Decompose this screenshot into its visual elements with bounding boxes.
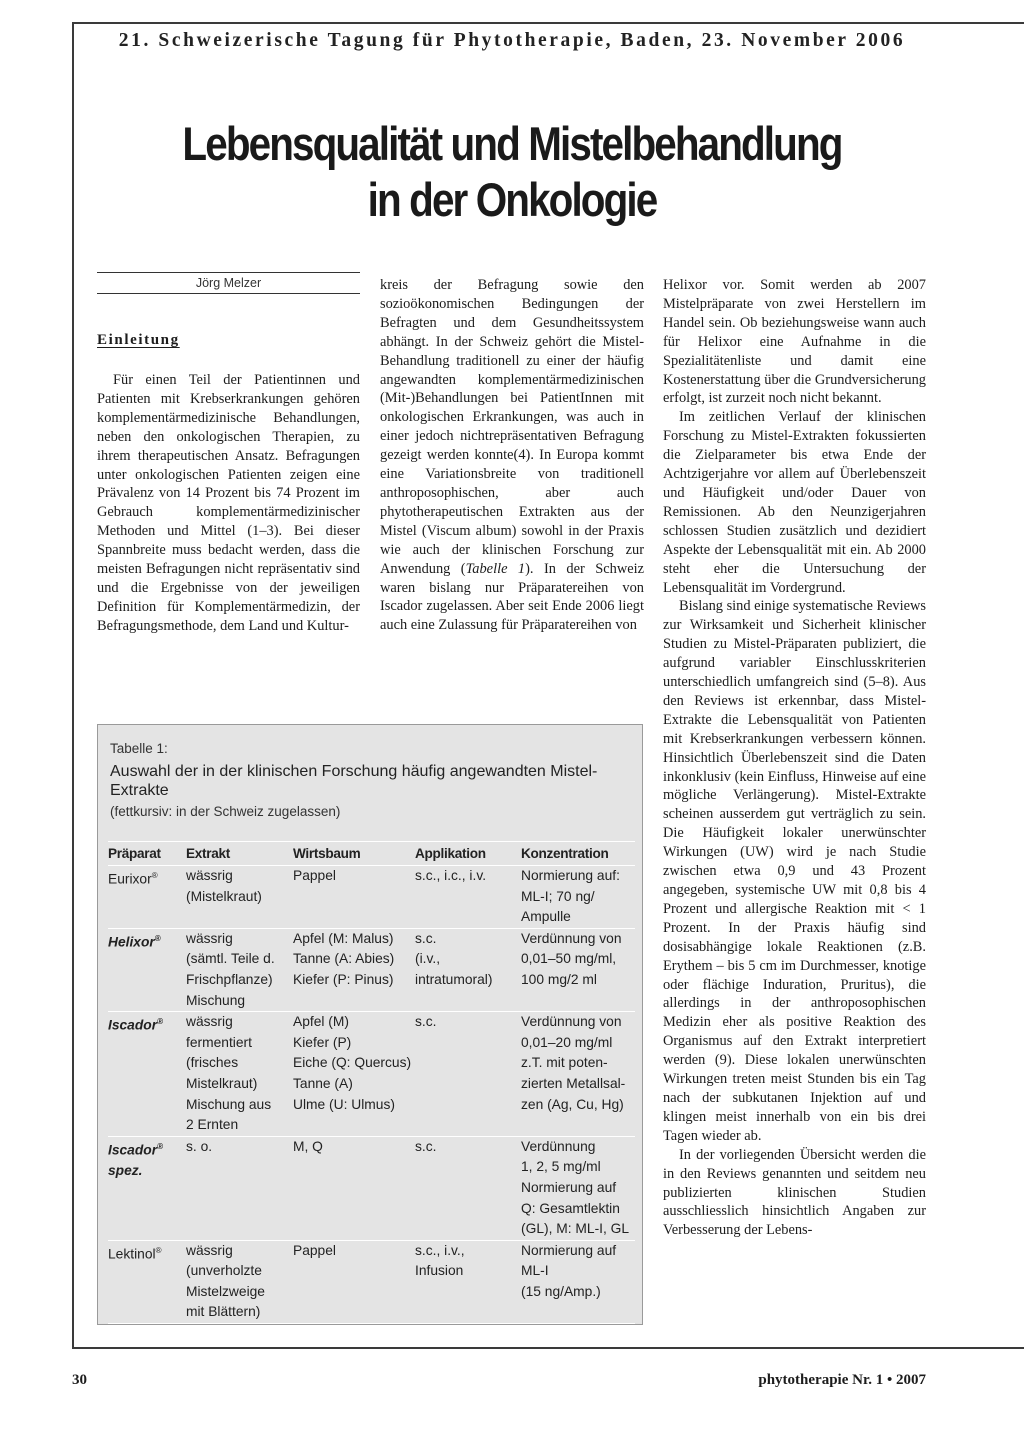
cell-extrakt xyxy=(186,1136,293,1240)
cell-line: spez. xyxy=(108,1162,143,1178)
title-line-2: in der Onkologie xyxy=(367,173,657,226)
cell-line: Verdünnung von xyxy=(521,930,622,946)
cell-line: Iscador® xyxy=(108,1141,163,1158)
author-byline: Jörg Melzer xyxy=(97,272,360,294)
cell-line: s.c. xyxy=(415,930,437,946)
registered-mark: ® xyxy=(155,1245,162,1255)
cell-line: Mischung xyxy=(186,992,246,1008)
cell-line: M, Q xyxy=(293,1138,323,1154)
cell-praeparat xyxy=(108,1240,186,1323)
column-header: Extrakt xyxy=(186,842,293,866)
paragraph: Bislang sind einige systematische Reviews zur Wirksamkeit und Sicherheit klinischer Studien zu Mistel-Präparaten publiziert, die aufgrund variabler Einschlusskriterien unterschiedlich umfangreich sind (5–8). Aus den Reviews ist erkennbar, dass Mistel-Extrakte die Lebensqualität von Patienten mit Krebserkrankungen verbessern können. Hinsichtlich Überlebenszeit sind die Daten inkonklusiv (kein Einfluss, Hinweise auf eine mögliche Verlängerung). Mistel-Extrakte scheinen ausserdem gut verträglich zu sein. Die Häufigkeit lokaler unerwünschter Wirkungen (UW) wird je nach Studie zwischen etwa 0,9 und 43 Prozent angegeben, systemische UW mit 0,8 bis 4 Prozent und allergische Reaktion mit < 1 Prozent. In der Praxis häufig sind dosisabhängige lokale Reaktionen (z.B. Erythem – bis 5 cm im Durchmesser, knotige oder flächige Induration, Pruritus), die allerdings in der anthroposophischen Medizin eher als positive Reaktion des Organismus auf den Extrakt interpretiert werden (9). Diese lokalen unerwünschten Wirkungen treten meist Stunden bis ein Tag nach der subkutanen Injektion auf und klingen meist innerhalb von ein bis drei Tagen wieder ab. xyxy=(663,598,927,1144)
table-label: Tabelle 1: xyxy=(110,741,168,756)
cell-line: Q: Gesamtlektin xyxy=(521,1200,620,1216)
cell-applikation xyxy=(415,1136,521,1240)
text-column-3 xyxy=(663,276,926,1240)
paragraph-text: ). In der Schweiz waren bislang nur Präparatereihen von Iscador zugelassen. Aber seit Ende 2006 liegt auch eine Zulassung für Präparatereihen von xyxy=(380,560,645,634)
cell-line: intratumoral) xyxy=(415,971,493,987)
table-header-row xyxy=(108,842,635,866)
cell-line: Eiche (Q: Quercus) xyxy=(293,1055,412,1071)
cell-praeparat xyxy=(108,1012,186,1137)
cell-line: wässrig xyxy=(186,1242,233,1258)
cell-line: s. o. xyxy=(186,1138,213,1154)
cell-line: ML-I xyxy=(521,1263,549,1279)
paragraph: Im zeitlichen Verlauf der klinischen Forschung zu Mistel-Extrakten fokussierten die Zielparameter bis etwa Ende der Achtzigerjahre vor allem auf Überlebenszeit und Häufigkeit und/oder Dauer von Remissionen. Ab den Neunzigerjahren schlossen Studien zusätzlich und dezidiert Aspekte der Lebensqualität mit ein. Ab 2000 steht eher die Untersuchung der Lebensqualität im Vordergrund. xyxy=(663,409,926,596)
cell-wirtsbaum xyxy=(293,1136,415,1240)
table-1-box xyxy=(97,724,643,1325)
cell-line: Eurixor® xyxy=(108,871,158,887)
cell-extrakt xyxy=(186,866,293,929)
conference-header: 21. Schweizerische Tagung für Phytotherapie, Baden, 23. November 2006 xyxy=(118,30,906,51)
cell-line: Pappel xyxy=(293,868,336,883)
cell-line: mit Blättern) xyxy=(186,1304,261,1320)
cell-line: Pappel xyxy=(293,1242,336,1258)
cell-konzentration xyxy=(521,928,635,1011)
text-column-1 xyxy=(97,371,360,636)
table-body xyxy=(108,866,635,1324)
cell-konzentration xyxy=(521,1240,635,1323)
cell-line: 2 Ernten xyxy=(186,1117,239,1133)
cell-line: zen (Ag, Cu, Hg) xyxy=(521,1096,624,1112)
cell-line: Helixor® xyxy=(108,933,161,950)
cell-extrakt xyxy=(186,928,293,1011)
cell-line: Verdünnung von xyxy=(521,1014,622,1030)
cell-line: Kiefer (P: Pinus) xyxy=(293,971,394,987)
table-row xyxy=(108,866,635,929)
cell-line: Mischung aus xyxy=(186,1096,272,1112)
mistletoe-extracts-table xyxy=(108,841,635,1324)
cell-line: 0,01–20 mg/ml xyxy=(521,1034,613,1050)
cell-line: (Mistelkraut) xyxy=(186,888,262,904)
cell-line: Kiefer (P) xyxy=(293,1034,352,1050)
cell-line: Normierung auf xyxy=(521,1179,617,1195)
cell-line: s.c., i.c., i.v. xyxy=(415,868,487,883)
column-header: Konzentration xyxy=(521,842,635,866)
cell-line: (unverholzte xyxy=(186,1263,262,1279)
table-caption: Auswahl der in der klinischen Forschung häufig angewandten Mistel-Extrakte xyxy=(110,763,598,799)
cell-line: s.c. xyxy=(415,1014,437,1030)
cell-applikation xyxy=(415,1240,521,1323)
paragraph: In der vorliegenden Übersicht werden die in den Reviews genannten und seitdem neu publizierten klinischen Studien ausschliesslich hinsichtlich Angaben zur Verbesserung der Lebens- xyxy=(663,1146,926,1239)
cell-applikation xyxy=(415,928,521,1011)
column-header: Wirtsbaum xyxy=(293,842,415,866)
cell-line: Normierung auf xyxy=(521,1242,617,1258)
cell-applikation xyxy=(415,866,521,929)
cell-extrakt xyxy=(186,1240,293,1323)
cell-line: 1, 2, 5 mg/ml xyxy=(521,1159,601,1175)
cell-applikation xyxy=(415,1012,521,1137)
paragraph: Für einen Teil der Patientinnen und Patienten mit Krebserkrankungen gehören komplementärmedizinische Behandlungen, neben den onkologischen Therapien, zu ihrem therapeutischen Ansatz. Befragungen unter onkologischen Patienten zeigen eine Prävalenz von 14 Prozent bis 74 Prozent im Gebrauch komplementärmedizinischer Methoden und Mittel (1–3). Bei dieser Spannbreite muss bedacht werden, dass die meisten Befragungen nicht repräsentativ sind und die Ergebnisse von der jeweiligen Definition für Komplementärmedizin, der Befragungsmethode, dem Land und Kultur- xyxy=(97,372,360,634)
cell-line: Frischpflanze) xyxy=(186,971,273,987)
cell-line: 100 mg/2 ml xyxy=(521,971,597,987)
page-number: 30 xyxy=(72,1372,87,1388)
registered-mark: ® xyxy=(154,933,161,943)
cell-line: wässrig xyxy=(186,868,233,883)
cell-line: Tanne (A: Abies) xyxy=(293,951,395,967)
text-column-2 xyxy=(380,276,644,635)
table-row xyxy=(108,1012,635,1137)
table-row xyxy=(108,1240,635,1323)
cell-line: fermentiert xyxy=(186,1034,252,1050)
registered-mark: ® xyxy=(157,1017,163,1027)
cell-praeparat xyxy=(108,928,186,1011)
cell-konzentration xyxy=(521,1012,635,1137)
cell-praeparat xyxy=(108,1136,186,1240)
cell-praeparat xyxy=(108,866,186,929)
registered-mark: ® xyxy=(157,1141,163,1151)
cell-line: s.c. xyxy=(415,1138,437,1154)
cell-line: z.T. mit poten- xyxy=(521,1055,608,1071)
cell-extrakt xyxy=(186,1012,293,1137)
cell-line: Infusion xyxy=(415,1263,464,1279)
cell-line: (GL), M: ML-I, GL xyxy=(521,1221,630,1237)
cell-konzentration xyxy=(521,1136,635,1240)
cell-line: wässrig xyxy=(186,1014,233,1030)
cell-wirtsbaum xyxy=(293,928,415,1011)
column-header: Applikation xyxy=(415,842,521,866)
cell-line: (15 ng/Amp.) xyxy=(521,1283,601,1299)
cell-line: Normierung auf: xyxy=(521,868,620,883)
paragraph xyxy=(380,276,644,635)
cell-line: Iscador® xyxy=(108,1017,163,1033)
cell-line: wässrig xyxy=(186,930,233,946)
cell-line: Mistelzweige xyxy=(186,1283,265,1299)
title-line-1: Lebensqualität und Mistelbehandlung xyxy=(182,117,842,170)
cell-line: (i.v., xyxy=(415,951,441,967)
cell-line: s.c., i.v., xyxy=(415,1242,465,1258)
cell-line: (sämtl. Teile d. xyxy=(186,951,275,967)
cell-line: Mistelkraut) xyxy=(186,1075,258,1091)
cell-wirtsbaum xyxy=(293,866,415,929)
cell-line: Lektinol® xyxy=(108,1245,162,1262)
cell-line: zierten Metallsal- xyxy=(521,1075,626,1091)
cell-line: Verdünnung xyxy=(521,1138,596,1154)
column-header: Präparat xyxy=(108,842,186,866)
section-heading: Einleitung xyxy=(97,332,180,348)
cell-line: (frisches xyxy=(186,1055,239,1071)
paragraph: Helixor vor. Somit werden ab 2007 Mistelpräparate von zwei Herstellern im Handel sein. Ob beziehungsweise wann auch für Helixor eine Aufnahme in die Spezialitätenliste und damit eine Kostenerstattung über die Grundversicherung erfolgt, ist zurzeit noch nicht bekannt. xyxy=(663,277,926,407)
table-note: (fettkursiv: in der Schweiz zugelassen) xyxy=(110,804,341,819)
table-row xyxy=(108,1136,635,1240)
registered-mark: ® xyxy=(151,871,158,880)
cell-wirtsbaum xyxy=(293,1240,415,1323)
cell-line: Apfel (M: Malus) xyxy=(293,930,394,946)
article-title xyxy=(135,116,888,228)
cell-line: Ampulle xyxy=(521,909,571,925)
table-reference: Tabelle 1 xyxy=(465,560,526,577)
cell-line: Ulme (U: Ulmus) xyxy=(293,1096,395,1112)
cell-konzentration xyxy=(521,866,635,929)
journal-issue: phytotherapie Nr. 1 • 2007 xyxy=(758,1372,926,1388)
table-row xyxy=(108,928,635,1011)
cell-line: Apfel (M) xyxy=(293,1014,349,1030)
cell-line: 0,01–50 mg/ml, xyxy=(521,951,617,967)
cell-wirtsbaum xyxy=(293,1012,415,1137)
paragraph-text: kreis der Befragung sowie den sozioökonomischen Bedingungen der Befragten und dem Gesundheitssystem abhängt. In der Schweiz gehört die Mistel-Behandlung traditionell zu einer der häufig angewandten komplementärmedizinischen (Mit-)Behandlungen bei PatientInnen mit onkologischen Erkrankungen, was auch in einer jedoch nichtrepräsentativen Befragung gezeigt werden konnte(4). In Europa kommt eine Variationsbreite von traditionell anthroposophischen, aber auch phytotherapeutischen Extrakten aus der Mistel (Viscum album) sowohl in der Praxis wie auch der klinischen Forschung zur Anwendung ( xyxy=(380,277,644,577)
cell-line: ML-I; 70 ng/ xyxy=(521,888,595,904)
cell-line: Tanne (A) xyxy=(293,1075,353,1091)
